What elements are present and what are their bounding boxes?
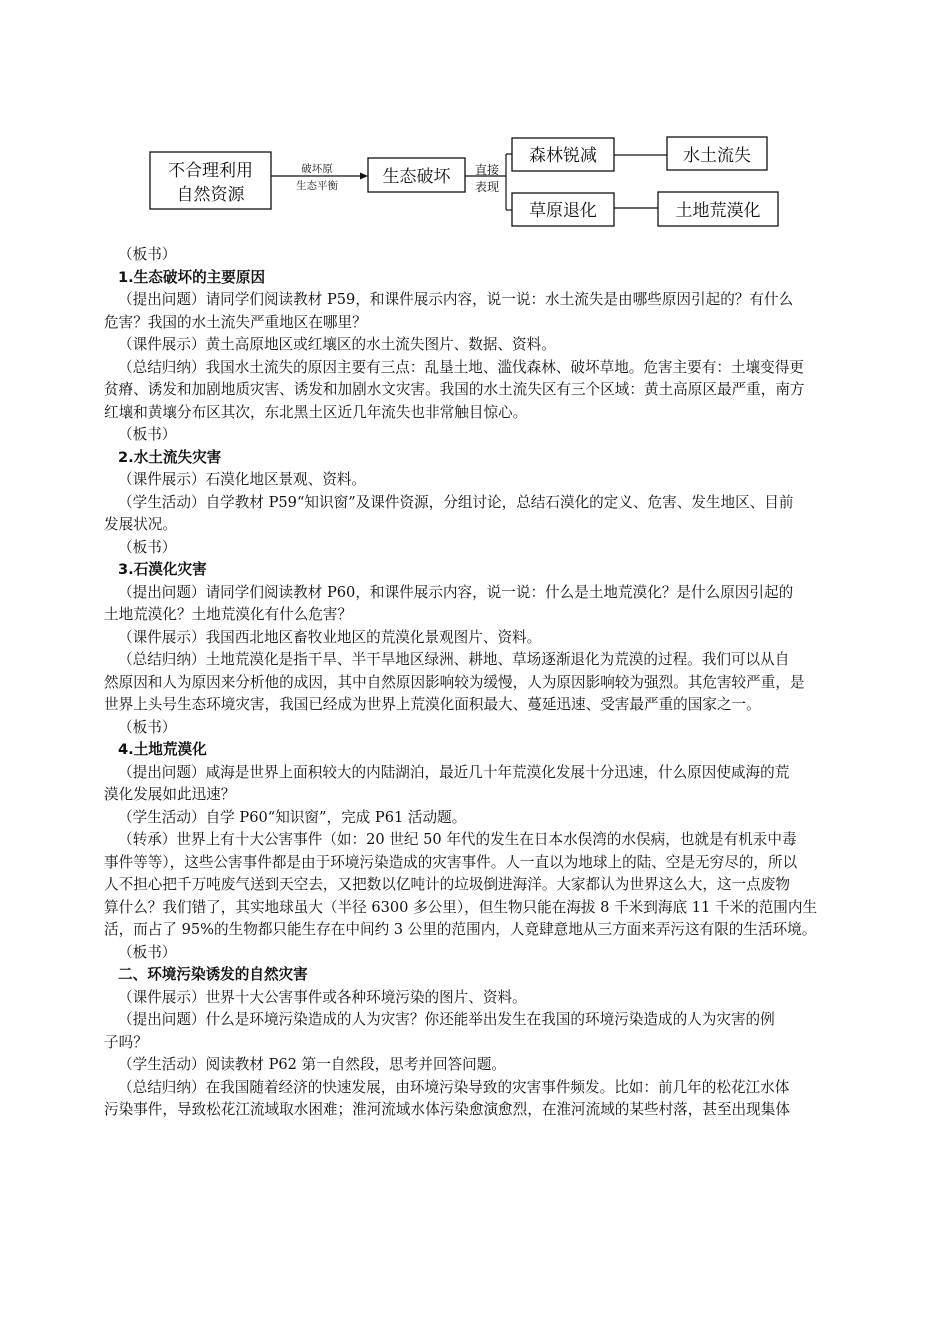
paragraph: [118, 1054, 866, 1077]
paragraph-line: （提出问题）请同学们阅读教材 P60，和课件展示内容，说一说：什么是土地荒漠化？是什么原因引起的: [118, 583, 794, 601]
paragraph: [104, 357, 866, 425]
board-note: （板书）: [118, 426, 177, 443]
top-result-box: [667, 137, 767, 170]
paragraph-line: 危害？我国的水土流失严重地区在哪里？: [104, 313, 367, 331]
paragraph-line: 发展状况。: [104, 516, 177, 533]
paragraph-line: 人不担心把千万吨废气送到天空去，又把数以亿吨计的垃圾倒进海洋。大家都认为世界这么大，这一点废物: [104, 876, 790, 893]
paragraph: [104, 649, 866, 717]
paragraph-line: （提出问题）什么是环境污染造成的人为灾害？你还能举出发生在我国的环境污染造成的人为灾害的例: [118, 1011, 775, 1028]
paragraph-line: （学生活动）阅读教材 P62 第一自然段，思考并回答问题。: [118, 1056, 506, 1073]
document-body: [104, 244, 866, 1122]
bottom-result-label: 土地荒漠化: [675, 201, 761, 221]
paragraph: [104, 582, 866, 627]
arrow-1: [271, 162, 368, 192]
section-heading: 4.土地荒漠化: [118, 741, 207, 758]
board-note: （板书）: [118, 943, 177, 961]
bottom-box-label: 草原退化: [529, 201, 597, 221]
paragraph-line: 然原因和人为原因来分析他的成因，其中自然原因影响较为缓慢，人为原因影响较为强烈。其危害较严重，是: [104, 673, 805, 691]
section-heading: 2.水土流失灾害: [118, 448, 222, 466]
paragraph: [104, 289, 866, 334]
paragraph: [118, 469, 866, 492]
paragraph-line: （转承）世界上有十大公害事件（如：20 世纪 50 年代的发生在日本水俣湾的水俣病，也就是有机汞中毒: [118, 831, 797, 848]
paragraph-line: 事件等等），这些公害事件都是由于环境污染造成的灾害事件。人一直以为地球上的陆、空是无穷尽的，所以: [104, 853, 798, 871]
arrow-2-label-line2: 表现: [474, 180, 500, 194]
source-box-line1: 不合理利用: [168, 161, 253, 181]
section-heading: 1.生态破坏的主要原因: [118, 268, 266, 286]
board-note: （板书）: [118, 246, 177, 263]
top-box-label: 森林锐减: [529, 146, 597, 166]
paragraph-line: 世界上头号生态环境灾害，我国已经成为世界上荒漠化面积最大、蔓延迅速、受害最严重的国家之一。: [104, 696, 761, 713]
paragraph-line: （总结归纳）我国水土流失的原因主要有三点：乱垦土地、滥伐森林、破坏草地。危害主要有：土壤变得更: [118, 358, 804, 376]
paragraph: [118, 987, 866, 1010]
arrow-1-label-line2: 生态平衡: [296, 180, 338, 192]
paragraph-line: （课件展示）世界十大公害事件或各种环境污染的图片、资料。: [118, 988, 527, 1006]
paragraph-line: （提出问题）咸海是世界上面积较大的内陆湖泊，最近几十年荒漠化发展十分迅速，什么原因使咸海的荒: [118, 763, 790, 781]
paragraph: [118, 334, 866, 357]
paragraph: [118, 807, 866, 830]
top-result-label: 水土流失: [683, 146, 751, 166]
paragraph-line: （总结归纳）在我国随着经济的快速发展，由环境污染导致的灾害事件频发。比如：前几年的松花江水体: [118, 1078, 790, 1096]
paragraph: [104, 762, 866, 807]
paragraph: [104, 1009, 866, 1054]
paragraph-line: （课件展示）我国西北地区畜牧业地区的荒漠化景观图片、资料。: [118, 628, 542, 646]
paragraph-line: （课件展示）黄土高原地区或红壤区的水土流失图片、数据、资料。: [118, 336, 556, 353]
middle-box-label: 生态破坏: [382, 167, 451, 187]
paragraph: [118, 627, 866, 650]
bottom-result-box: [658, 192, 778, 226]
paragraph-line: （提出问题）请同学们阅读教材 P59，和课件展示内容，说一说：水土流失是由哪些原因引起的？有什么: [118, 291, 794, 308]
section-heading: 3.石漠化灾害: [118, 561, 207, 578]
board-note: （板书）: [118, 718, 177, 736]
paragraph-line: （课件展示）石漠化地区景观、资料。: [118, 471, 367, 488]
paragraph: [104, 492, 866, 537]
source-box-line2: 自然资源: [176, 185, 245, 205]
arrow-1-label-line1: 破坏原: [301, 163, 333, 175]
arrow-2-label-line1: 直接: [474, 163, 500, 177]
paragraph-line: 漠化发展如此迅速？: [104, 786, 236, 803]
paragraph-line: 土地荒漠化？土地荒漠化有什么危害？: [104, 606, 353, 623]
paragraph-line: （学生活动）自学 P60“知识窗”，完成 P61 活动题。: [118, 808, 467, 826]
paragraph-line: （学生活动）自学教材 P59“知识窗”及课件资源，分组讨论，总结石漠化的定义、危害、发生地区、目前: [118, 493, 794, 511]
bottom-box: [512, 193, 614, 226]
paragraph-line: （总结归纳）土地荒漠化是指干旱、半干旱地区绿洲、耕地、草场逐渐退化为荒漠的过程。我们可以从自: [118, 651, 790, 668]
eco-destruction-flow-diagram: [0, 0, 950, 240]
paragraph-line: 子吗？: [104, 1033, 148, 1051]
paragraph-line: 污染事件，导致松花江流域取水困难；淮河流域水体污染愈演愈烈，在淮河流域的某些村落，甚至出现集体: [104, 1101, 790, 1118]
source-box: [150, 152, 271, 209]
paragraph: [104, 829, 866, 942]
paragraph-line: 红壤和黄壤分布区其次，东北黑土区近几年流失也非常触目惊心。: [104, 403, 528, 421]
section-heading: 二、环境污染诱发的自然灾害: [118, 966, 308, 983]
paragraph: [104, 1077, 866, 1122]
top-box: [512, 138, 614, 171]
board-note: （板书）: [118, 538, 177, 556]
paragraph-line: 算什么？我们错了，其实地球虽大（半径 6300 多公里），但生物只能在海拔 8 千米到海底 11 千米的范围内生: [104, 898, 818, 916]
paragraph-line: 贫瘠、诱发和加剧地质灾害、诱发和加剧水文灾害。我国的水土流失区有三个区域：黄土高原区最严重，南方: [104, 381, 805, 398]
paragraph-line: 活，而占了 95%的生物都只能生存在中间约 3 公里的范围内，人竟肆意地从三方面来弄污这有限的生活环境。: [104, 921, 817, 938]
middle-box: [368, 158, 465, 192]
